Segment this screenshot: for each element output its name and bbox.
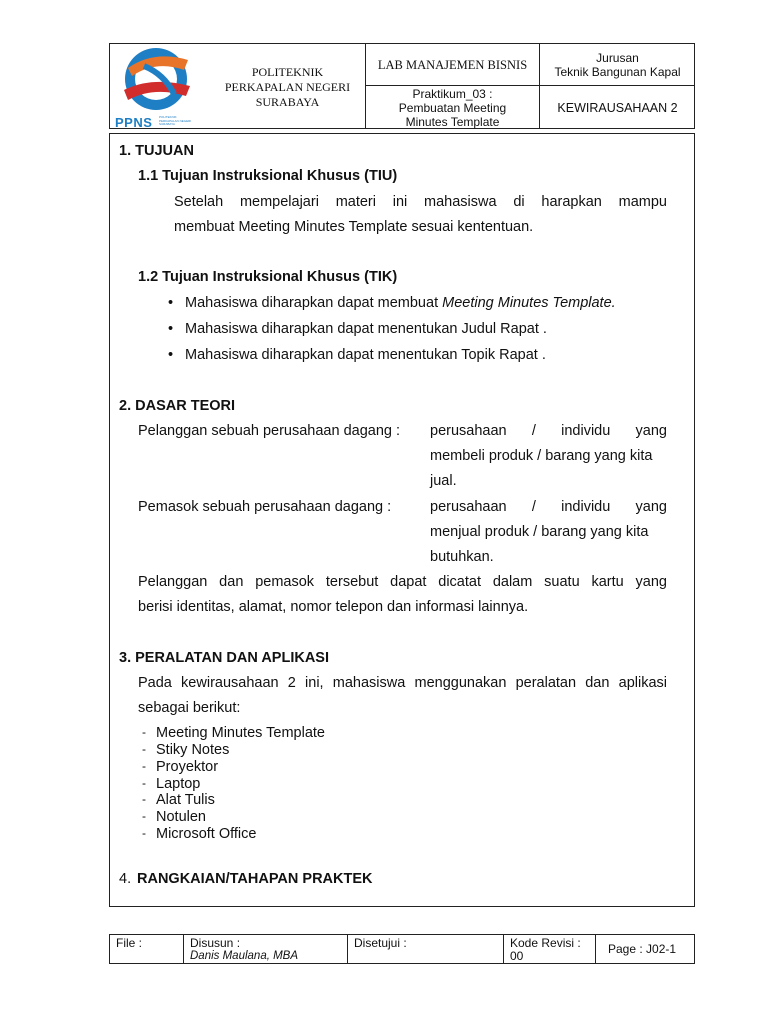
equipment-item: - Meeting Minutes Template	[156, 725, 325, 741]
ppns-logo	[114, 46, 206, 128]
pelanggan-def-line-1: perusahaan / individu yang	[430, 423, 667, 439]
document-footer	[109, 934, 695, 964]
tik-bullet-2: • Mahasiswa diharapkan dapat menentukan Judul Rapat .	[185, 321, 547, 337]
tik-bullet-3: • Mahasiswa diharapkan dapat menentukan Topik Rapat .	[185, 347, 546, 363]
section-2-title: 2. DASAR TEORI	[119, 398, 236, 414]
pelanggan-term: Pelanggan sebuah perusahaan dagang :	[138, 423, 401, 439]
pemasok-term: Pemasok sebuah perusahaan dagang :	[138, 499, 392, 515]
peralatan-line-2: sebagai berikut:	[138, 700, 241, 716]
tiu-text-line-2: membuat Meeting Minutes Template sesuai kententuan.	[174, 219, 534, 235]
peralatan-line-1: Pada kewirausahaan 2 ini, mahasiswa menggunakan peralatan dan aplikasi	[138, 675, 667, 691]
footer-kode-revisi-label: Kode Revisi :	[510, 936, 581, 950]
praktikum-cell: Praktikum_03 : Pembuatan Meeting Minutes Template	[398, 86, 507, 129]
equipment-item: - Alat Tulis	[156, 792, 215, 808]
footer-file: File :	[116, 936, 143, 950]
footer-disusun-label: Disusun :	[190, 936, 241, 950]
document-header	[109, 43, 695, 129]
jurusan-cell: Jurusan Teknik Bangunan Kapal	[554, 50, 681, 79]
section-3-title: 3. PERALATAN DAN APLIKASI	[119, 650, 329, 666]
tik-bullet-1: • Mahasiswa diharapkan dapat membuat Meeting Minutes Template.	[185, 295, 616, 311]
footer-disetujui: Disetujui :	[354, 936, 407, 950]
pemasok-def-line-3: butuhkan.	[430, 549, 494, 565]
pemasok-def-line-1: perusahaan / individu yang	[430, 499, 667, 515]
dasar-teori-para-line-1: Pelanggan dan pemasok tersebut dapat dicatat dalam suatu kartu yang	[138, 574, 667, 590]
pelanggan-def-line-3: jual.	[430, 473, 457, 489]
section-4-title: RANGKAIAN/TAHAPAN PRAKTEK	[137, 871, 373, 887]
equipment-item: - Notulen	[156, 809, 206, 825]
section-1-2-title: 1.2 Tujuan Instruksional Khusus (TIK)	[138, 269, 398, 285]
equipment-item: - Stiky Notes	[156, 742, 229, 758]
pelanggan-def-line-2: membeli produk / barang yang kita	[430, 448, 653, 464]
pemasok-def-line-2: menjual produk / barang yang kita	[430, 524, 649, 540]
logo-text: PPNS	[115, 115, 153, 130]
equipment-item: - Proyektor	[156, 759, 218, 775]
equipment-item: - Microsoft Office	[156, 826, 256, 842]
footer-disusun-name: Danis Maulana, MBA	[190, 950, 299, 962]
footer-kode-revisi-value: 00	[510, 949, 524, 963]
course-name: KEWIRAUSAHAAN 2	[557, 100, 678, 115]
footer-page: Page : J02-1	[608, 942, 677, 956]
section-1-title: 1. TUJUAN	[119, 143, 194, 159]
section-4-number: 4.	[119, 871, 132, 887]
section-1-1-title: 1.1 Tujuan Instruksional Khusus (TIU)	[138, 168, 398, 184]
logo-subtext: POLITEKNIK PERKAPALAN NEGERI SURABAYA	[159, 115, 192, 126]
institution-name: POLITEKNIK PERKAPALAN NEGERI SURABAYA	[224, 64, 351, 109]
equipment-item: - Laptop	[156, 776, 200, 792]
lab-name: LAB MANAJEMEN BISNIS	[377, 57, 528, 72]
tiu-text-line-1: Setelah mempelajari materi ini mahasiswa di harapkan mampu	[174, 194, 667, 210]
dasar-teori-para-line-2: berisi identitas, alamat, nomor telepon dan informasi lainnya.	[138, 599, 529, 615]
